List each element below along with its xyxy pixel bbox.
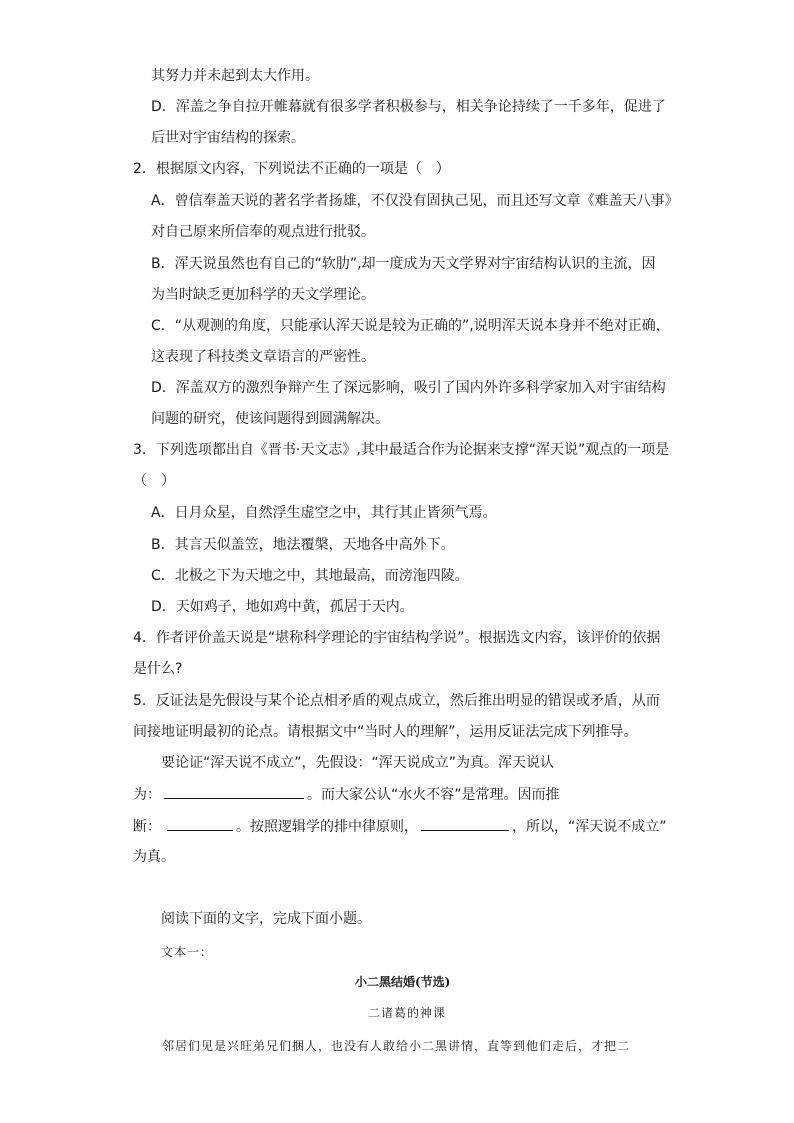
q1-option-d-line2: 后世对宇宙结构的探索。 bbox=[151, 130, 305, 146]
story-title: 小二黑结婚(节选) bbox=[355, 975, 451, 989]
q5-line1: 5．反证法是先假设与某个论点相矛盾的观点成立，然后推出明显的错误或矛盾，从而 bbox=[133, 693, 660, 709]
chapter-subtitle: 二诸葛的神课 bbox=[368, 1006, 447, 1020]
q5-p2-suffix: 。而大家公认“水火不容”是常理。因而推 bbox=[307, 787, 560, 803]
q2-option-d-line2: 问题的研究，使该问题得到圆满解决。 bbox=[151, 411, 389, 427]
q5-line2: 间接地证明最初的论点。请根据文中“当时人的理解”，运用反证法完成下列推导。 bbox=[133, 724, 638, 740]
q5-p3-suffix: ，所以，“浑天说不成立” bbox=[512, 819, 667, 835]
q5-paragraph-line2 bbox=[133, 784, 560, 805]
answer-blank-1[interactable] bbox=[164, 784, 304, 799]
answer-blank-3[interactable] bbox=[421, 816, 509, 831]
q3-stem-line2: （ ） bbox=[133, 473, 175, 489]
story-paragraph-start: 邻居们见是兴旺弟兄们捆人，也没有人敢给小二黑讲情，直等到他们走后，才把二 bbox=[162, 1039, 631, 1053]
text-one-label: 文本一： bbox=[161, 945, 214, 959]
q3-option-b: B．其言天似盖笠，地法覆槃，天地各中高外下。 bbox=[151, 537, 455, 553]
q5-p2-prefix: 为： bbox=[133, 787, 161, 803]
q5-paragraph-line1: 要论证“浑天说不成立”，先假设：“浑天说成立”为真。浑天说认 bbox=[161, 755, 555, 771]
q5-paragraph-line3 bbox=[133, 816, 667, 837]
q3-stem-line1: 3．下列选项都出自《晋书·天文志》,其中最适合作为论据来支撑“浑天说”观点的一项是 bbox=[133, 442, 670, 458]
q3-option-c: C．北极之下为天地之中，其地最高，而滂沲四陵。 bbox=[151, 568, 469, 584]
q3-option-d: D．天如鸡子，地如鸡中黄，孤居于天内。 bbox=[151, 599, 414, 615]
q2-option-a-line2: 对自己原来所信奉的观点进行批驳。 bbox=[151, 224, 375, 240]
q2-stem: 2．根据原文内容，下列说法不正确的一项是（ ） bbox=[133, 161, 450, 177]
q2-option-b-line2: 为当时缺乏更加科学的天文学理论。 bbox=[151, 287, 375, 303]
q2-option-b-line1: B．浑天说虽然也有自己的“软肋”,却一度成为天文学界对宇宙结构认识的主流，因 bbox=[151, 256, 656, 272]
answer-blank-2[interactable] bbox=[167, 816, 233, 831]
q4-line2: 是什么? bbox=[133, 661, 183, 677]
q1-option-c-end: 其努力并未起到太大作用。 bbox=[151, 68, 319, 84]
q5-p3-prefix: 断： bbox=[133, 819, 161, 835]
q4-line1: 4．作者评价盖天说是“堪称科学理论的宇宙结构学说”。根据选文内容，该评价的依据 bbox=[133, 630, 661, 646]
q5-paragraph-line4: 为真。 bbox=[133, 849, 175, 865]
q2-option-d-line1: D．浑盖双方的激烈争辩产生了深远影响，吸引了国内外许多科学家加入对宇宙结构 bbox=[151, 380, 666, 396]
reading-intro: 阅读下面的文字，完成下面小题。 bbox=[161, 911, 371, 927]
q2-option-c-line1: C．“从观测的角度，只能承认浑天说是较为正确的”,说明浑天说本身并不绝对正确， bbox=[151, 318, 670, 334]
q2-option-c-line2: 这表现了科技类文章语言的严密性。 bbox=[151, 349, 375, 365]
q5-p3-middle: 。按照逻辑学的排中律原则， bbox=[236, 819, 418, 835]
q3-option-a: A．日月众星，自然浮生虚空之中，其行其止皆须气焉。 bbox=[151, 505, 497, 521]
q2-option-a-line1: A．曾信奉盖天说的著名学者扬雄，不仅没有固执己见，而且还写文章《难盖天八事》 bbox=[151, 193, 679, 209]
q1-option-d-line1: D．浑盖之争自拉开帷幕就有很多学者积极参与，相关争论持续了一千多年，促进了 bbox=[151, 99, 666, 115]
